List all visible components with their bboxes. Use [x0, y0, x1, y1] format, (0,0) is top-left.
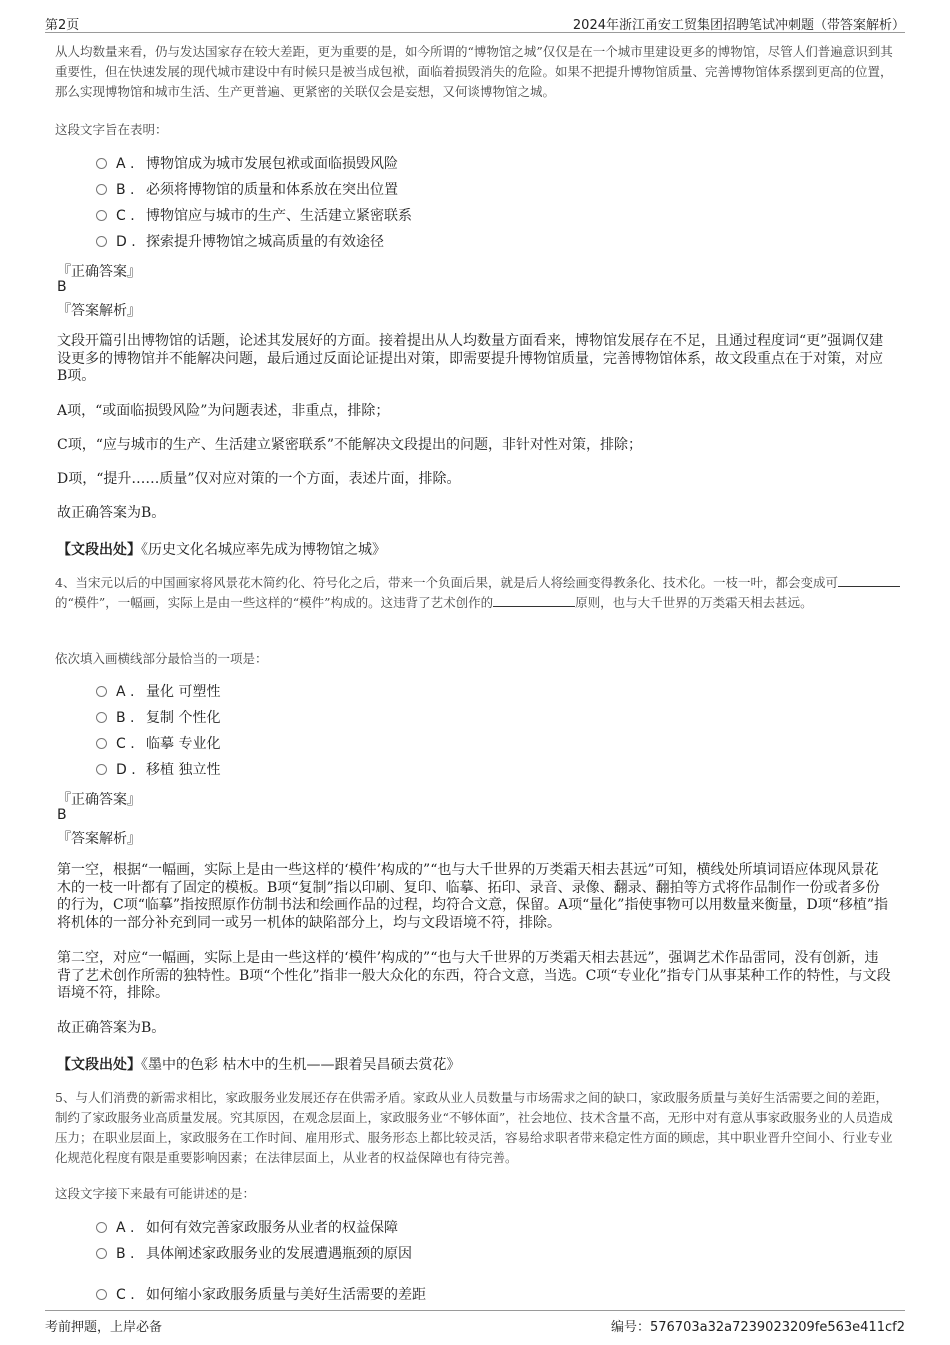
q5-passage: 5、与人们消费的新需求相比，家政服务业发展还存在供需矛盾。家政从业人员数量与市场需求之间的缺口，家政服务质量与美好生活需要之间的差距，制约了家政服务业高质量发展。究其原因，在观念层面上，家政服务业“不够体面”，社会地位、技术含量不高，无形中对有意从事家政服务业的人员造成压力；在职业层面上，家政服务在工作时间、雇用形式、服务形态上都比较灵活，容易给求职者带来稳定性方面的顾虑，其中职业晋升空间小、行业专业化规范化程度有限是重要影响因素；在法律层面上，从业者的权益保障也有待完善。	[55, 1090, 893, 1165]
radio-icon[interactable]	[96, 1222, 107, 1233]
radio-icon[interactable]	[96, 210, 107, 221]
q3-analysis-p1: 文段开篇引出博物馆的话题，论述其发展好的方面。接着提出从人均数量方面看来，博物馆发展存在不足，且通过程度词“更”强调仅建设更多的博物馆并不能解决问题，最后通过反面论证提出对策，即需要提升博物馆质量，完善博物馆体系，故文段重点在于对策，对应B项。	[57, 333, 884, 384]
q3-option-d[interactable]: D . 探索提升博物馆之城高质量的有效途径	[96, 231, 384, 253]
q5-option-c[interactable]: C . 如何缩小家政服务质量与美好生活需要的差距	[96, 1284, 426, 1306]
footer-slogan: 考前押题，上岸必备	[45, 1320, 163, 1335]
page-header	[45, 12, 905, 33]
q3-option-c[interactable]: C . 博物馆应与城市的生产、生活建立紧密联系	[96, 205, 412, 227]
q3-analysis-p3: C项，“应与城市的生产、生活建立紧密联系”不能解决文段提出的问题，非针对性对策，排除；	[57, 437, 643, 453]
q3-option-b[interactable]: B . 必须将博物馆的质量和体系放在突出位置	[96, 179, 398, 201]
q3-option-a[interactable]: A . 博物馆成为城市发展包袱或面临损毁风险	[96, 153, 398, 175]
q5-option-b[interactable]: B . 具体阐述家政服务业的发展遭遇瓶颈的原因	[96, 1243, 412, 1265]
q5-option-a[interactable]: A . 如何有效完善家政服务从业者的权益保障	[96, 1217, 398, 1239]
radio-icon[interactable]	[96, 1289, 107, 1300]
q4-option-b[interactable]: B . 复制 个性化	[96, 707, 220, 729]
q4-analysis-p1: 第一空，根据“一幅画，实际上是由一些这样的‘模件’构成的”“也与大千世界的万类霜天相去甚远”可知，横线处所填词语应体现风景花木的一枝一叶都有了固定的模板。B项“复制”指以印刷、复印、临摹、拓印、录音、录像、翻录、翻拍等方式将作品制作一份或者多份的行为，C项“临摹”指按照原作仿制书法和绘画作品的过程，均符合文意，保留。A项“量化”指使事物可以用数量来衡量，D项“移植”指将机体的一部分补充到同一或另一机体的缺陷部分上，均与文段语境不符，排除。	[57, 862, 888, 931]
q3-prompt: 这段文字旨在表明：	[55, 122, 168, 137]
blank-2	[493, 594, 575, 607]
page-number: 第2页	[45, 18, 80, 33]
q4-option-c[interactable]: C . 临摹 专业化	[96, 733, 220, 755]
radio-icon[interactable]	[96, 764, 107, 775]
q3-answer: B	[57, 279, 67, 295]
q3-answer-label: 『正确答案』	[57, 264, 141, 280]
document-title: 2024年浙江甬安工贸集团招聘笔试冲刺题（带答案解析）	[572, 18, 905, 33]
q3-analysis-p4: D项，“提升……质量”仅对应对策的一个方面，表述片面，排除。	[57, 471, 461, 487]
radio-icon[interactable]	[96, 1248, 107, 1259]
q3-source: 【文段出处】《历史文化名城应率先成为博物馆之城》	[57, 542, 386, 558]
q4-prompt: 依次填入画横线部分最恰当的一项是：	[55, 651, 268, 666]
q4-analysis-p3: 故正确答案为B。	[57, 1020, 166, 1036]
q3-analysis-p5: 故正确答案为B。	[57, 505, 166, 521]
q4-answer-label: 『正确答案』	[57, 792, 141, 808]
radio-icon[interactable]	[96, 158, 107, 169]
q4-analysis-p2: 第二空，对应“一幅画，实际上是由一些这样的‘模件’构成的”“也与大千世界的万类霜天相去甚远”，强调艺术作品雷同，没有创新，违背了艺术创作所需的独特性。B项“个性化”指非一般大众化的东西，符合文意，当选。C项“专业化”指专门从事某种工作的特性，与文段语境不符，排除。	[57, 950, 891, 1001]
radio-icon[interactable]	[96, 184, 107, 195]
q4-answer: B	[57, 807, 67, 823]
page-footer	[45, 1310, 905, 1333]
radio-icon[interactable]	[96, 686, 107, 697]
blank-1	[838, 574, 900, 587]
q3-analysis-p2: A项，“或面临损毁风险”为问题表述，非重点，排除；	[57, 403, 390, 419]
radio-icon[interactable]	[96, 738, 107, 749]
q4-analysis-label: 『答案解析』	[57, 831, 141, 847]
q5-prompt: 这段文字接下来最有可能讲述的是：	[55, 1186, 256, 1201]
radio-icon[interactable]	[96, 236, 107, 247]
q4-source: 【文段出处】《墨中的色彩 枯木中的生机——跟着吴昌硕去赏花》	[57, 1057, 461, 1073]
q4-option-a[interactable]: A . 量化 可塑性	[96, 681, 220, 703]
q3-passage: 从人均数量来看，仍与发达国家存在较大差距，更为重要的是，如今所谓的“博物馆之城”仅仅是在一个城市里建设更多的博物馆，尽管人们普遍意识到其重要性，但在快速发展的现代城市建设中有时候只是被当成包袱，面临着损毁消失的危险。如果不把提升博物馆质量、完善博物馆体系摆到更高的位置，那么实现博物馆和城市生活、生产更普遍、更紧密的关联仅会是妄想，又何谈博物馆之城。	[55, 44, 893, 99]
q4-passage: 4、当宋元以后的中国画家将风景花木简约化、符号化之后，带来一个负面后果，就是后人将绘画变得教条化、技术化。一枝一叶，都会变成可的“模件”，一幅画，实际上是由一些这样的“模件”构成的。这违背了艺术创作的 原则，也与大千世界的万类霜天相去甚远。	[55, 573, 900, 613]
radio-icon[interactable]	[96, 712, 107, 723]
q4-option-d[interactable]: D . 移植 独立性	[96, 759, 220, 781]
q3-analysis-label: 『答案解析』	[57, 303, 141, 319]
document-code: 编号：576703a32a7239023209fe563e411cf2	[610, 1320, 905, 1335]
